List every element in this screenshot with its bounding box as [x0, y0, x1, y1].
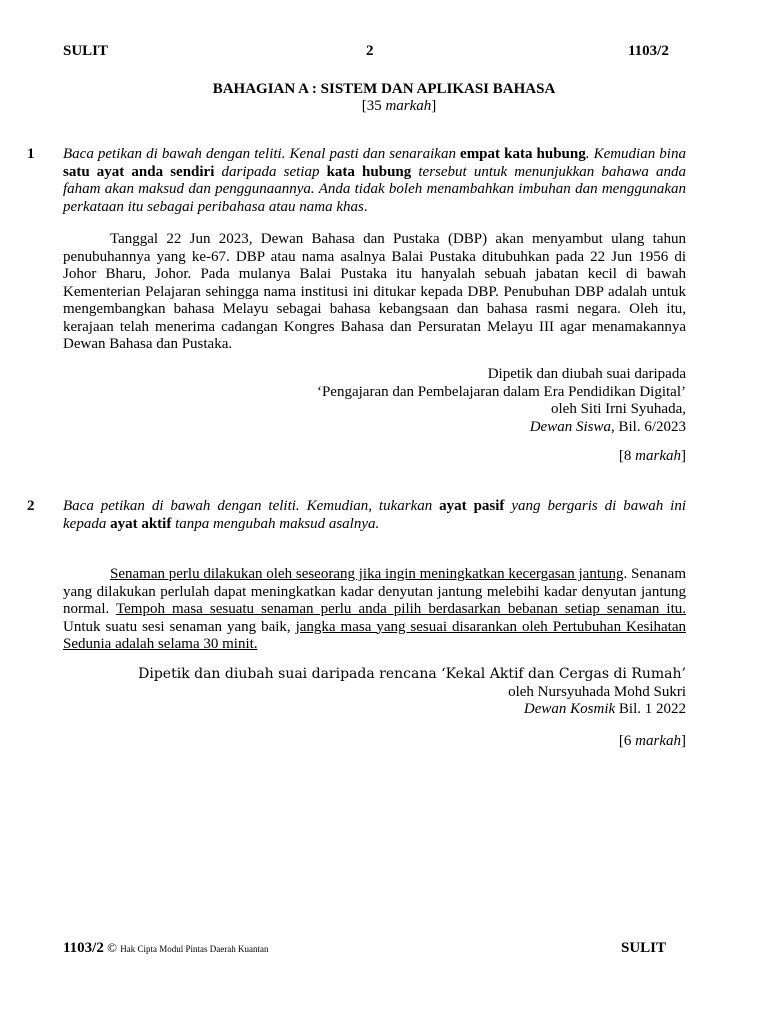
question-1-instruction: Baca petikan di bawah dengan teliti. Kenal pasti dan senaraikan empat kata hubung. Kemudian bina satu ayat anda sendiri daripada setiap kata hubung tersebut untuk menunjukkan bahawa anda faham akan maksud dan penggunaannya. Anda tidak boleh menambahkan imbuhan dan menggunakan perkataan itu sebagai peribahasa atau nama khas.: [63, 146, 686, 215]
header-sulit: SULIT: [63, 43, 109, 59]
question-1-passage: Tanggal 22 Jun 2023, Dewan Bahasa dan Pustaka (DBP) akan menyambut ulang tahun penubuhannya yang ke-67. DBP atau nama asalnya Balai Pustaka ditubuhkan pada 22 Jun 1956 di Johor Bharu, Johor. Pada mulanya Balai Pustaka itu hanyalah sebuah jabatan kecil di bawah Kementerian Pelajaran sehingga nama institusi ini ditukar kepada DBP. Penubuhan DBP adalah untuk mengembangkan bahasa Melayu sebagai bahasa kebangsaan dan bahasa rasmi negara. Oleh itu, kerajaan telah menerima cadangan Kongres Bahasa dan Persuratan Melayu III agar menamakannya Dewan Bahasa dan Pustaka.: [63, 231, 686, 352]
question-1-number: 1: [27, 146, 35, 162]
question-1-citation: Dipetik dan diubah suai daripada ‘Pengajaran dan Pembelajaran dalam Era Pendidikan Digital’ oleh Siti Irni Syuhada, Dewan Siswa, Bil. 6/2023: [316, 366, 686, 435]
question-2-marks: [6 markah]: [618, 733, 686, 749]
section-title: BAHAGIAN A : SISTEM DAN APLIKASI BAHASA: [212, 81, 556, 97]
footer-sulit: SULIT: [621, 940, 667, 956]
question-2-instruction: Baca petikan di bawah dengan teliti. Kemudian, tukarkan ayat pasif yang bergaris di bawah ini kepada ayat aktif tanpa mengubah maksud asalnya.: [63, 498, 686, 532]
footer-left: 1103/2 © Hak Cipta Modul Pintas Daerah Kuantan: [63, 940, 269, 956]
section-marks: [35 markah]: [361, 98, 437, 114]
footer-copyright-note: Hak Cipta Modul Pintas Daerah Kuantan: [120, 944, 269, 954]
question-2-citation: Dipetik dan diubah suai daripada rencana ‘Kekal Aktif dan Cergas di Rumah’ oleh Nursyuhada Mohd Sukri Dewan Kosmik Bil. 1 2022: [138, 666, 686, 717]
question-1-marks: [8 markah]: [618, 448, 686, 464]
header-code: 1103/2: [628, 43, 669, 59]
question-2-passage: Senaman perlu dilakukan oleh seseorang jika ingin meningkatkan kecergasan jantung. Senanam yang dilakukan perlulah dapat meningkatkan kadar denyutan jantung melebihi kadar denyutan jantung normal. Tempoh masa sesuatu senaman perlu anda pilih berdasarkan bebanan setiap senaman itu. Untuk suatu sesi senaman yang baik, jangka masa yang sesuai disarankan oleh Pertubuhan Kesihatan Sedunia adalah selama 30 minit.: [63, 566, 687, 652]
page-number: 2: [366, 43, 374, 59]
question-2-number: 2: [27, 498, 35, 514]
